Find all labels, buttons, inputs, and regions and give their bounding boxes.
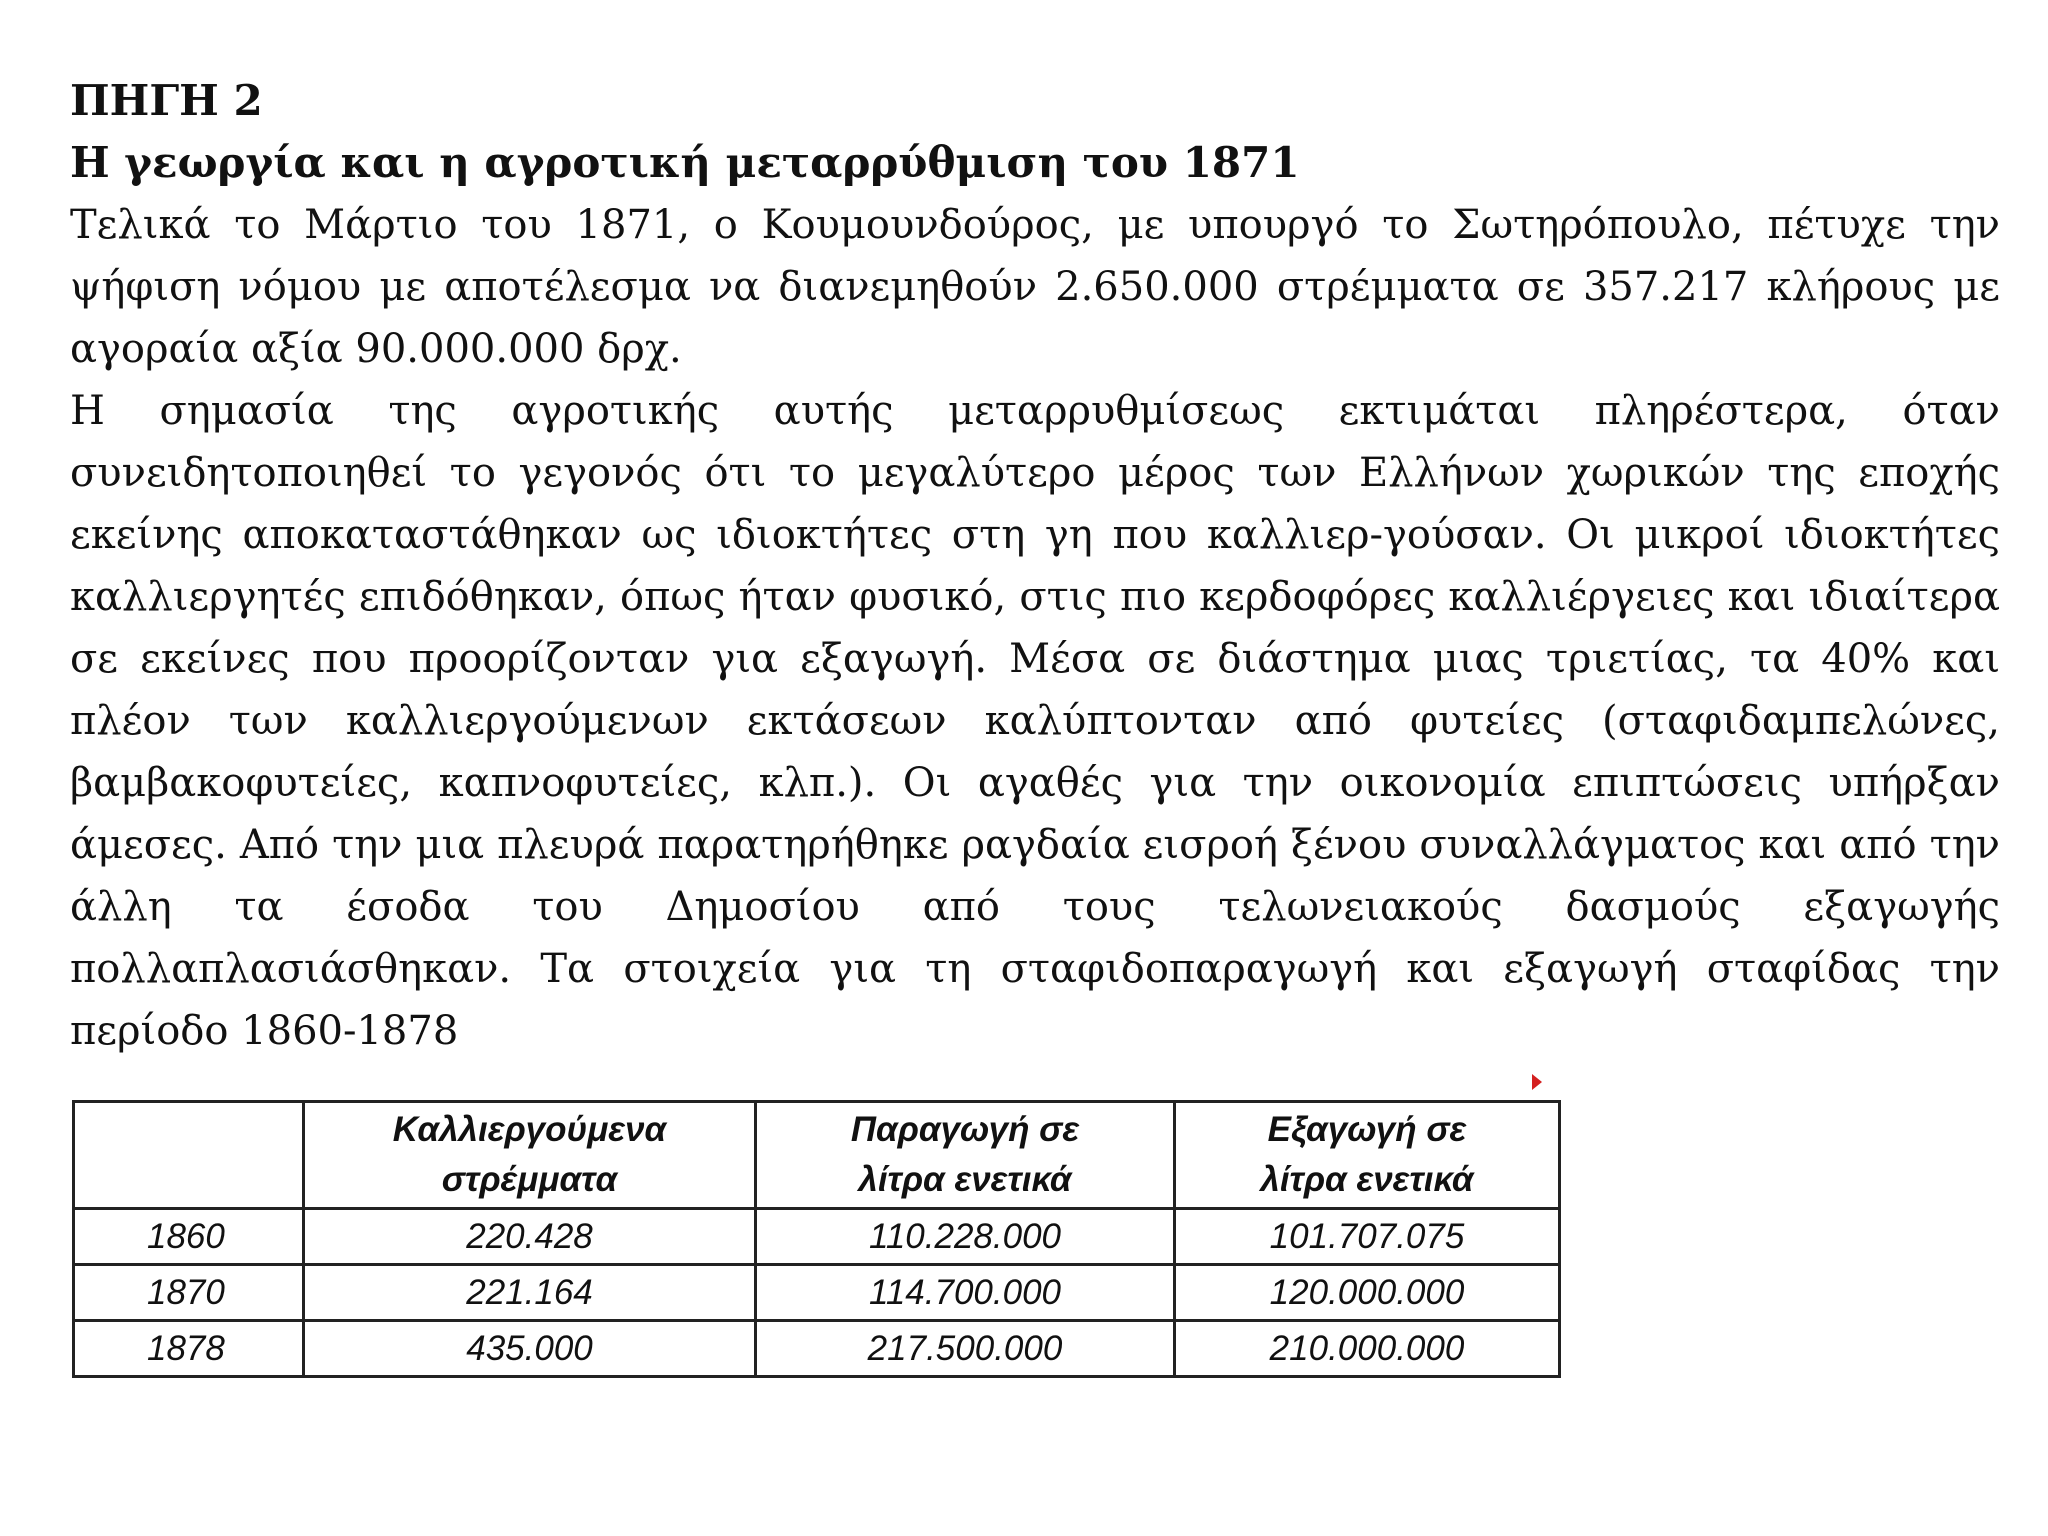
header-line: λίτρα ενετικά [858, 1160, 1072, 1199]
header-line: στρέμματα [441, 1160, 618, 1199]
table-header-row [74, 1102, 1560, 1209]
header-cell-empty [74, 1102, 304, 1209]
header-line: Παραγωγή σε [850, 1110, 1080, 1149]
header-production [756, 1102, 1175, 1209]
year-cell: 1870 [74, 1265, 304, 1321]
header-line: Καλλιεργούμενα [392, 1110, 667, 1149]
paragraph-2: Η σημασία της αγροτικής αυτής μεταρρυθμίσεως εκτιμάται πληρέστερα, όταν συνειδητοποιηθεί το γεγονός ότι το μεγαλύτερο μέρος των Ελλήνων χωρικών της εποχής εκείνης αποκαταστάθηκαν ως ιδιοκτήτες στη γη που καλλιερ-γούσαν. Οι μικροί ιδιοκτήτες καλλιεργητές επιδόθηκαν, όπως ήταν φυσικό, στις πιο κερδοφόρες καλλιέργειες και ιδιαίτερα σε εκείνες που προορίζονταν για εξαγωγή. Μέσα σε διάστημα μιας τριετίας, τα 40% και πλέον των καλλιεργούμενων εκτάσεων καλύπτονταν από φυτείες (σταφιδαμπελώνες, βαμβακοφυτείες, καπνοφυτείες, κλπ.). Οι αγαθές για την οικονομία επιπτώσεις υπήρξαν άμεσες. Από την μια πλευρά παρατηρήθηκε ραγδαία εισροή ξένου συναλλάγματος και από την άλλη τα έσοδα του Δημοσίου από τους τελωνειακούς δασμούς εξαγωγής πολλαπλασιάσθηκαν. Τα στοιχεία για τη σταφιδοπαραγωγή και εξαγωγή σταφίδας την περίοδο 1860-1878 [70, 388, 2000, 1054]
table-row [74, 1321, 1560, 1377]
table-row [74, 1265, 1560, 1321]
source-label: ΠΗΓΗ 2 [70, 76, 263, 125]
year-cell: 1860 [74, 1209, 304, 1265]
document-title: Η γεωργία και η αγροτική μεταρρύθμιση του 1871 [70, 138, 1300, 187]
header-line: Εξαγωγή σε [1267, 1110, 1467, 1149]
export-cell: 101.707.075 [1175, 1209, 1560, 1265]
production-cell: 114.700.000 [756, 1265, 1175, 1321]
header-export [1175, 1102, 1560, 1209]
cultivated-cell: 221.164 [304, 1265, 756, 1321]
production-cell: 110.228.000 [756, 1209, 1175, 1265]
export-cell: 120.000.000 [1175, 1265, 1560, 1321]
red-marker-decoration [1532, 1074, 1542, 1090]
year-cell: 1878 [74, 1321, 304, 1377]
header-line: λίτρα ενετικά [1260, 1160, 1474, 1199]
cultivated-cell: 220.428 [304, 1209, 756, 1265]
paragraph-1: Τελικά το Μάρτιο του 1871, ο Κουμουνδούρος, με υπουργό το Σωτηρόπουλο, πέτυχε την ψήφιση νόμου με αποτέλεσμα να διανεμηθούν 2.650.000 στρέμματα σε 357.217 κλήρους με αγοραία αξία 90.000.000 δρχ. [70, 202, 2000, 372]
export-cell: 210.000.000 [1175, 1321, 1560, 1377]
raisin-production-table [72, 1100, 1561, 1378]
document-body [70, 70, 2000, 1062]
table-row [74, 1209, 1560, 1265]
cultivated-cell: 435.000 [304, 1321, 756, 1377]
production-cell: 217.500.000 [756, 1321, 1175, 1377]
header-cultivated-acres [304, 1102, 756, 1209]
